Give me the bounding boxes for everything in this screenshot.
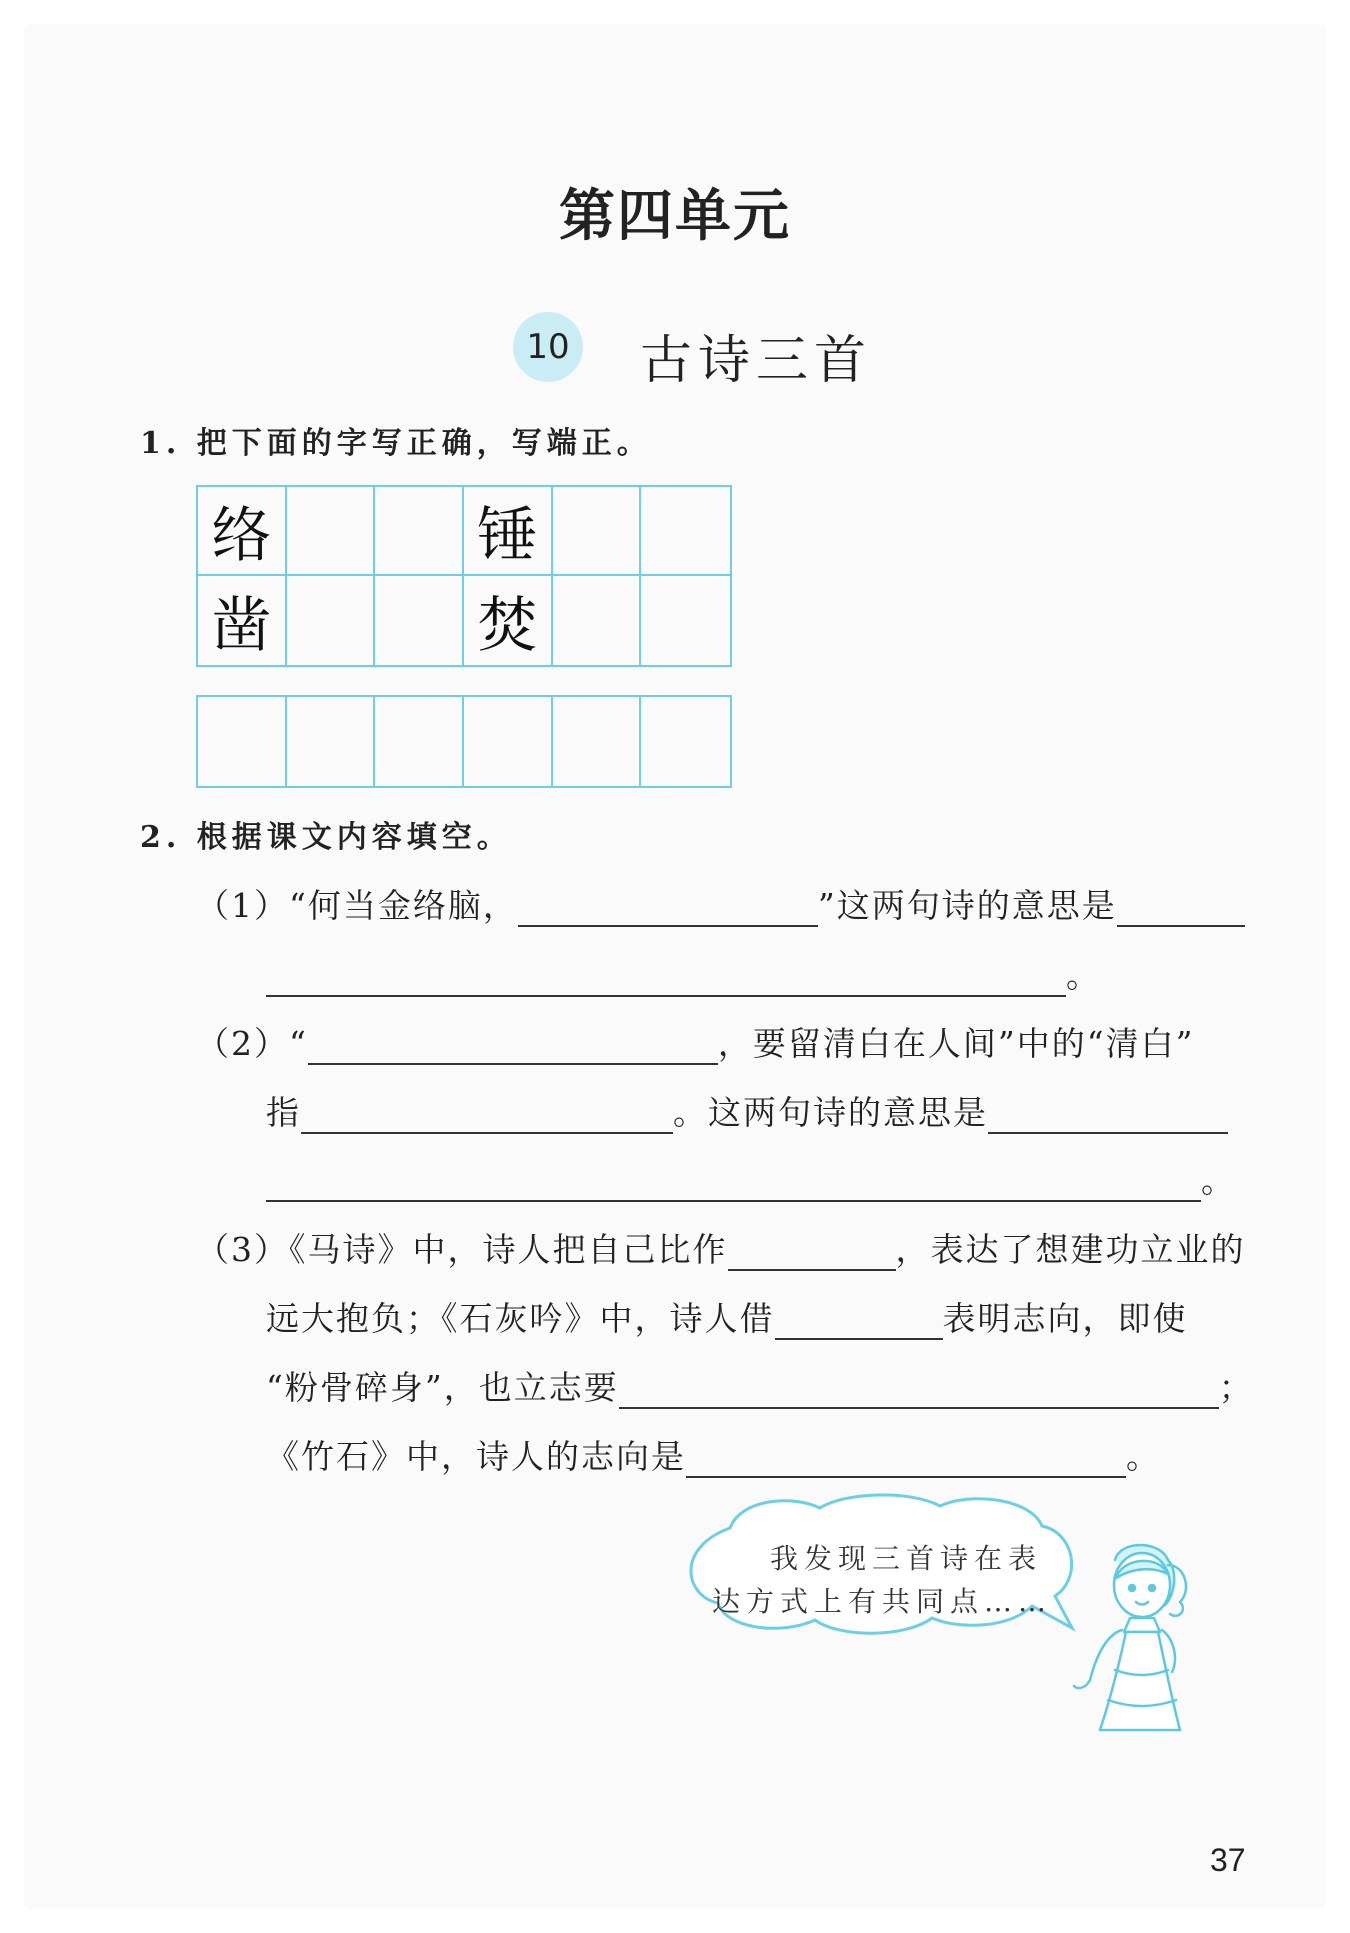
grid-cell-blank[interactable] — [287, 576, 376, 665]
practice-writing-grid — [196, 695, 732, 788]
item-2-text-c: 指 — [266, 1093, 301, 1132]
item-2-text-a: （2）“ — [196, 1024, 308, 1063]
question-1-heading: 1. 把下面的字写正确，写端正。 — [140, 426, 652, 461]
unit-title: 第四单元 — [559, 183, 791, 249]
grid-cell-blank[interactable] — [198, 697, 287, 786]
grid-cell-blank[interactable] — [287, 697, 376, 786]
item-3-text-d: 表明志向，即使 — [942, 1299, 1188, 1338]
grid-cell-blank[interactable] — [375, 576, 464, 665]
lesson-number: 10 — [526, 327, 570, 367]
item-2-text-d: 。这两句诗的意思是 — [673, 1093, 988, 1132]
grid-cell-blank[interactable] — [553, 697, 642, 786]
item-3-text-b: ，表达了想建功立业的 — [895, 1230, 1246, 1269]
speech-bubble-line-2: 达方式上有共同点…… — [712, 1585, 1053, 1618]
grid-cell-blank[interactable] — [553, 487, 642, 576]
item-2-line-2 — [266, 1087, 1228, 1134]
grid-cell-blank[interactable] — [375, 487, 464, 576]
item-2-text-b: ，要留清白在人间”中的“清白” — [717, 1024, 1195, 1063]
grid-cell-character: 锤 — [464, 487, 553, 576]
fill-blank[interactable] — [301, 1100, 673, 1134]
grid-cell-character: 络 — [198, 487, 287, 576]
grid-cell-character: 凿 — [198, 576, 287, 665]
lesson-title: 古诗三首 — [640, 331, 873, 391]
item-3-end-b: 。 — [1126, 1437, 1161, 1476]
fill-blank[interactable] — [266, 963, 1066, 997]
fill-blank[interactable] — [988, 1100, 1228, 1134]
item-2-line-3 — [266, 1155, 1236, 1202]
page-number: 37 — [1210, 1842, 1246, 1878]
item-3-line-3 — [266, 1362, 1254, 1409]
item-1-text-a: （1）“何当金络脑， — [196, 886, 518, 925]
fill-blank[interactable] — [728, 1237, 896, 1271]
item-3-text-f: 《竹石》中，诗人的志向是 — [266, 1437, 686, 1476]
item-2-end: 。 — [1201, 1161, 1236, 1200]
grid-cell-blank[interactable] — [641, 576, 730, 665]
fill-blank[interactable] — [686, 1444, 1126, 1478]
item-3-text-a: （3）《马诗》中，诗人把自己比作 — [196, 1230, 728, 1269]
item-3-line-4 — [266, 1431, 1161, 1478]
item-1-line-1 — [196, 880, 1245, 927]
grid-cell-blank[interactable] — [641, 487, 730, 576]
grid-cell-blank[interactable] — [641, 697, 730, 786]
item-3-text-c: 远大抱负；《石灰吟》中，诗人借 — [266, 1299, 775, 1338]
girl-illustration — [1060, 1540, 1210, 1740]
item-1-text-b: ”这两句诗的意思是 — [817, 886, 1117, 925]
grid-cell-blank[interactable] — [287, 487, 376, 576]
fill-blank[interactable] — [266, 1168, 1201, 1202]
character-writing-grid — [196, 485, 732, 667]
item-3-text-e: “粉骨碎身”，也立志要 — [266, 1368, 619, 1407]
item-3-line-1 — [196, 1224, 1246, 1271]
item-3-line-2 — [266, 1293, 1188, 1340]
fill-blank[interactable] — [308, 1031, 718, 1065]
grid-cell-blank[interactable] — [464, 697, 553, 786]
fill-blank[interactable] — [518, 893, 818, 927]
grid-cell-blank[interactable] — [375, 697, 464, 786]
item-3-end-a: ； — [1218, 1368, 1254, 1407]
item-1-line-2 — [266, 950, 1101, 997]
item-2-line-1 — [196, 1018, 1195, 1065]
fill-blank[interactable] — [775, 1306, 943, 1340]
question-2-heading: 2. 根据课文内容填空。 — [140, 820, 512, 855]
speech-bubble-line-1: 我发现三首诗在表 — [770, 1542, 1043, 1575]
grid-cell-character: 焚 — [464, 576, 553, 665]
grid-cell-blank[interactable] — [553, 576, 642, 665]
fill-blank[interactable] — [1117, 893, 1245, 927]
item-1-end: 。 — [1066, 956, 1101, 995]
fill-blank[interactable] — [619, 1375, 1219, 1409]
